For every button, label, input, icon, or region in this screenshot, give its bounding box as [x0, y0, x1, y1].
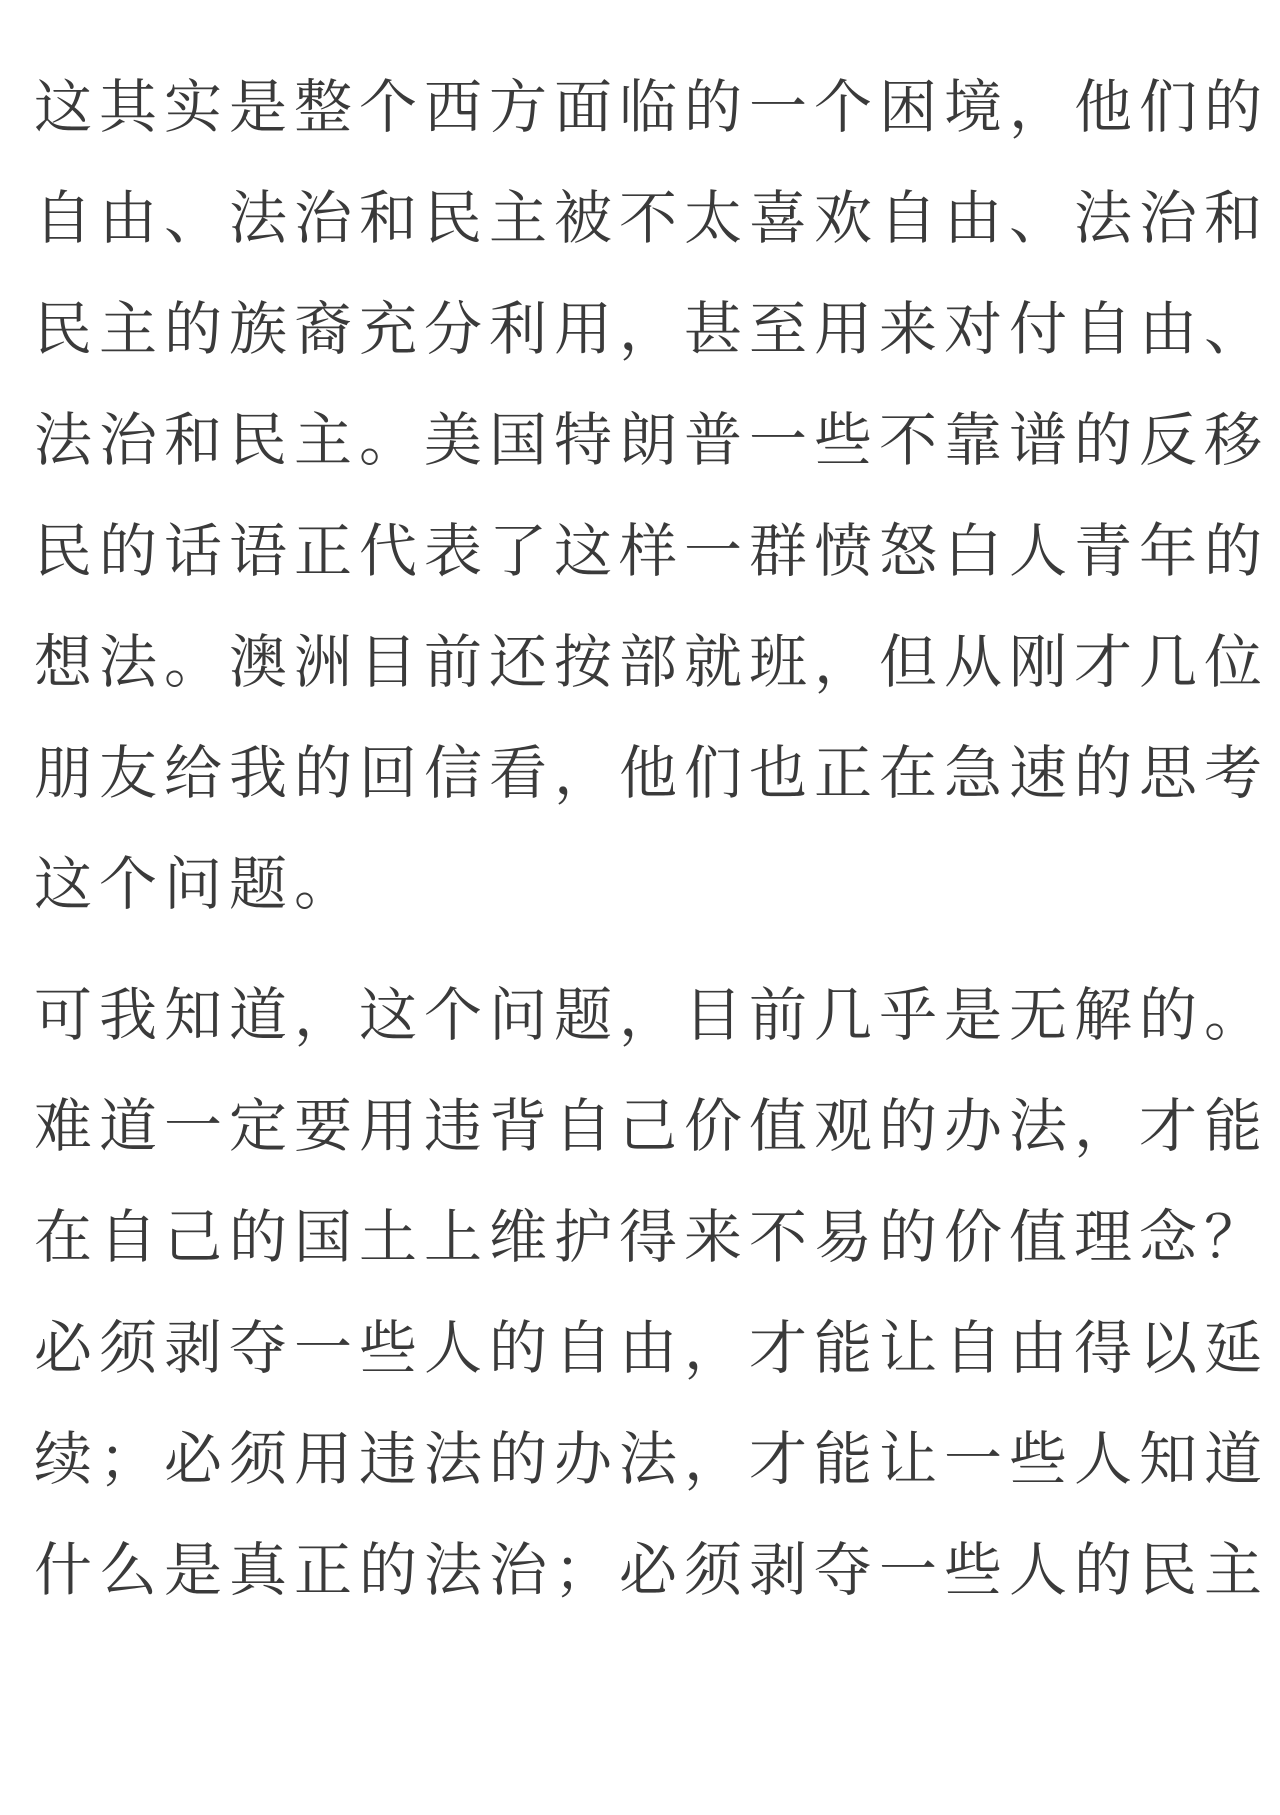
- text-line: 难道一定要用违背自己价值观的办法，才能: [34, 1092, 1270, 1160]
- text-line: 必须剥夺一些人的自由，才能让自由得以延: [34, 1314, 1270, 1382]
- text-line: 什么是真正的法治；必须剥夺一些人的民主: [34, 1536, 1270, 1604]
- text-line: 这其实是整个西方面临的一个困境，他们的: [34, 73, 1270, 141]
- text-line: 在自己的国土上维护得来不易的价值理念？: [34, 1203, 1270, 1271]
- text-line: 法治和民主。美国特朗普一些不靠谱的反移: [34, 406, 1270, 474]
- paragraph-2: [34, 960, 1270, 1626]
- text-line: 民的话语正代表了这样一群愤怒白人青年的: [34, 517, 1270, 585]
- text-line: 想法。澳洲目前还按部就班，但从刚才几位: [34, 628, 1270, 696]
- text-line: 朋友给我的回信看，他们也正在急速的思考: [34, 739, 1270, 807]
- text-line: 民主的族裔充分利用，甚至用来对付自由、: [34, 295, 1270, 363]
- text-line: 续；必须用违法的办法，才能让一些人知道: [34, 1425, 1270, 1493]
- text-line: 自由、法治和民主被不太喜欢自由、法治和: [34, 184, 1270, 252]
- paragraph-1: [34, 52, 1270, 940]
- text-line: 这个问题。: [34, 850, 360, 918]
- text-line: 可我知道，这个问题，目前几乎是无解的。: [34, 981, 1270, 1049]
